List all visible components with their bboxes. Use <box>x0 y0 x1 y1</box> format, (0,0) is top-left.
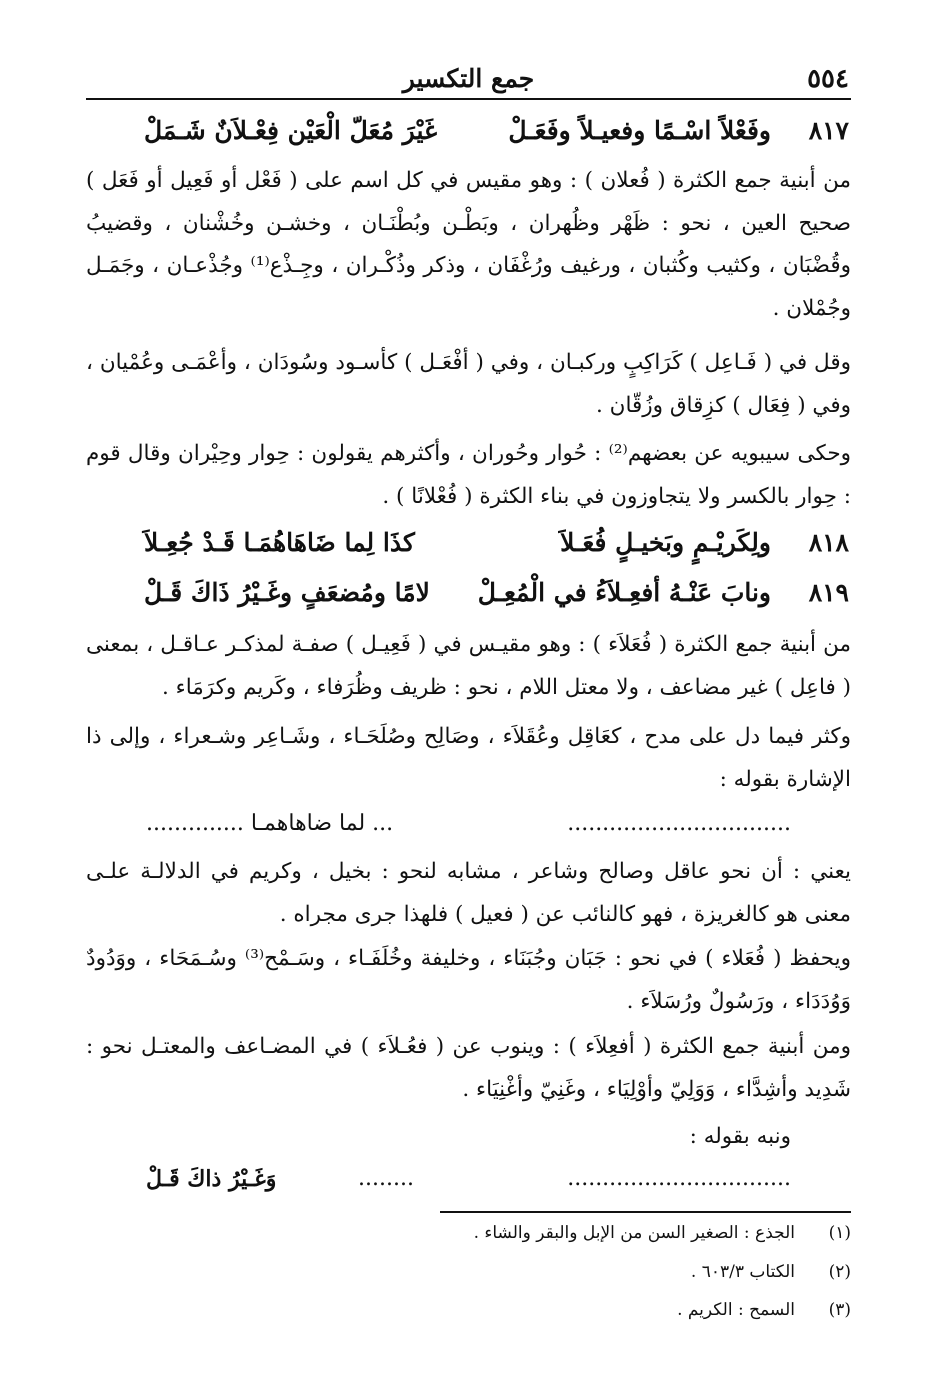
verse-hemistich-second: كذَا لِما ضَاهَاهُمَـا قَـدْ جُعِـلاَ <box>144 528 415 557</box>
footnote-rule <box>440 1211 851 1213</box>
quoted-verse2-dots: ........ <box>358 1166 414 1191</box>
footnote-text: الكتاب ٦٠٣/٣ . <box>690 1262 795 1282</box>
verse-hemistich-second: لامًا ومُضعَفٍ وغَـيْرُ ذَاكَ قَـلْ <box>144 578 430 607</box>
footnote-3 <box>300 1300 851 1330</box>
verse-hemistich-first: وفَعْلاً اسْـمًا وفعيـلاً وفَعَـلْ <box>508 116 771 145</box>
page-number: ٥٥٤ <box>807 64 849 94</box>
footnote-1 <box>300 1223 851 1253</box>
verse-hemistich-first: ولِكَريْـمٍ وبَخيـلٍ فُعَـلاَ <box>560 528 771 557</box>
verse-hemistich-second: غَيْرَ مُعَلّ الْعَيْن فِعْـلاَنٌ شَـمَلْ <box>144 116 438 145</box>
footnote-text: الجذع : الصغير السن من الإبل والبقر والشاء . <box>473 1223 795 1243</box>
quoted-verse-right: ................................ <box>567 811 791 836</box>
paragraph-fulan: من أبنية جمع الكثرة ( فُعلان ) : وهو مقيس في كل اسم على ( فَعْل أو فَعِيل أو فَعَل ) صحيح العين ، نحو : ظَهْر وظُهران ، وبَطْـن وبُطْنَـان ، وخشـن وخُشْنان ، وقضيبُ وقُضْبَان ، وكثيب وكُثبان ، ورغيف ورُغْفَان ، وذكر وذُكْـران ، وجِـذْع⁽¹⁾ وجُذْعـان ، وجَمَـل وجُمْلان . <box>86 168 851 321</box>
running-title: جمع التكسير <box>402 64 535 93</box>
paragraph-yuhfaz: ويحفظ ( فُعَلاء ) في نحو : جَبَان وجُبَنَاء ، وخليفة وخُلَفَـاء ، وسَـمْح⁽³⁾ وسُـمَحَاء ، ووَدُودٌ وَوُدَدَاء ، ورَسُولٌ ورُسَلاَء . <box>86 946 852 1014</box>
verse-817 <box>86 116 851 156</box>
quoted-verse2-left: وَغَـيْرُ ذاكَ قَـلْ <box>146 1166 277 1192</box>
verse-819 <box>86 578 851 618</box>
intro-nabbah: ونبه بقوله : <box>689 1124 791 1149</box>
quoted-verse-left: ... لما ضاهاهمـا .............. <box>146 811 394 836</box>
paragraph-afila: ومن أبنية جمع الكثرة ( أفعِلاَء ) : وينوب عن ( فعُـلاَء ) في المضـاعف والمعتـل نحو : شَدِيد وأشِدَّاء ، وَوَلِيّ وأوْلِيَاء ، وغَنِيّ وأغْنِيَاء . <box>86 1034 851 1102</box>
footnote-number: (٢) <box>828 1262 851 1282</box>
verse-818 <box>86 528 851 568</box>
quoted-verse2-right: ................................ <box>567 1166 791 1191</box>
paragraph-yani: يعني : أن نحو عاقل وصالح وشاعر ، مشابه لنحو : بخيل ، وكريم في الدلالـة علـى معنى هو كالغريزة ، فهو كالنائب عن ( فعيل ) فلهذا جرى مجراه . <box>86 859 851 927</box>
footnote-2 <box>300 1262 851 1292</box>
verse-number: ٨١٨ <box>808 528 849 557</box>
paragraph-faail: وقل في ( فَـاعِل ) كَرَاكِبٍ وركبـان ، وفي ( أفْعَـل ) كأسـود وسُودَان ، وأعْمَـى وعُمْيان ، وفي ( فِعَال ) كزِقاق وزُقّان . <box>86 350 851 418</box>
paragraph-madh: وكثر فيما دل على مدح ، كعَاقِل وعُقَلاَء ، وصَالِح وصُلَحَـاء ، وشَـاعِر وشـعراء ، وإلى ذا الإشارة بقوله : <box>86 724 851 792</box>
footnote-text: السمح : الكريم . <box>677 1300 795 1320</box>
paragraph-sibawayh: وحكى سيبويه عن بعضهم⁽²⁾ : حُوار وحُوران ، وأكثرهم يقولون : حِوار وحِيْران وقال قوم : حِوار بالكسر ولا يتجاوزون في بناء الكثرة ( فُعْلانًا ) . <box>86 441 851 509</box>
verse-number: ٨١٧ <box>808 116 849 145</box>
paragraph-fuala: من أبنية جمع الكثرة ( فُعَلاَء ) : وهو مقيـس في ( فَعِيـل ) صفـة لمذكـر عـاقـل ، بمعنى ( فاعِل ) غير مضاعف ، ولا معتل اللام ، نحو : ظريف وظُرَفاء ، وكَريم وكرَمَاء . <box>86 632 851 700</box>
footnote-number: (٣) <box>828 1300 851 1320</box>
page-header <box>86 64 851 98</box>
header-rule <box>86 98 851 100</box>
footnote-number: (١) <box>828 1223 851 1243</box>
verse-hemistich-first: ونابَ عَنْـهُ أفعِـلاَءُ في الْمُعِـلْ <box>477 578 771 607</box>
verse-number: ٨١٩ <box>808 578 849 607</box>
